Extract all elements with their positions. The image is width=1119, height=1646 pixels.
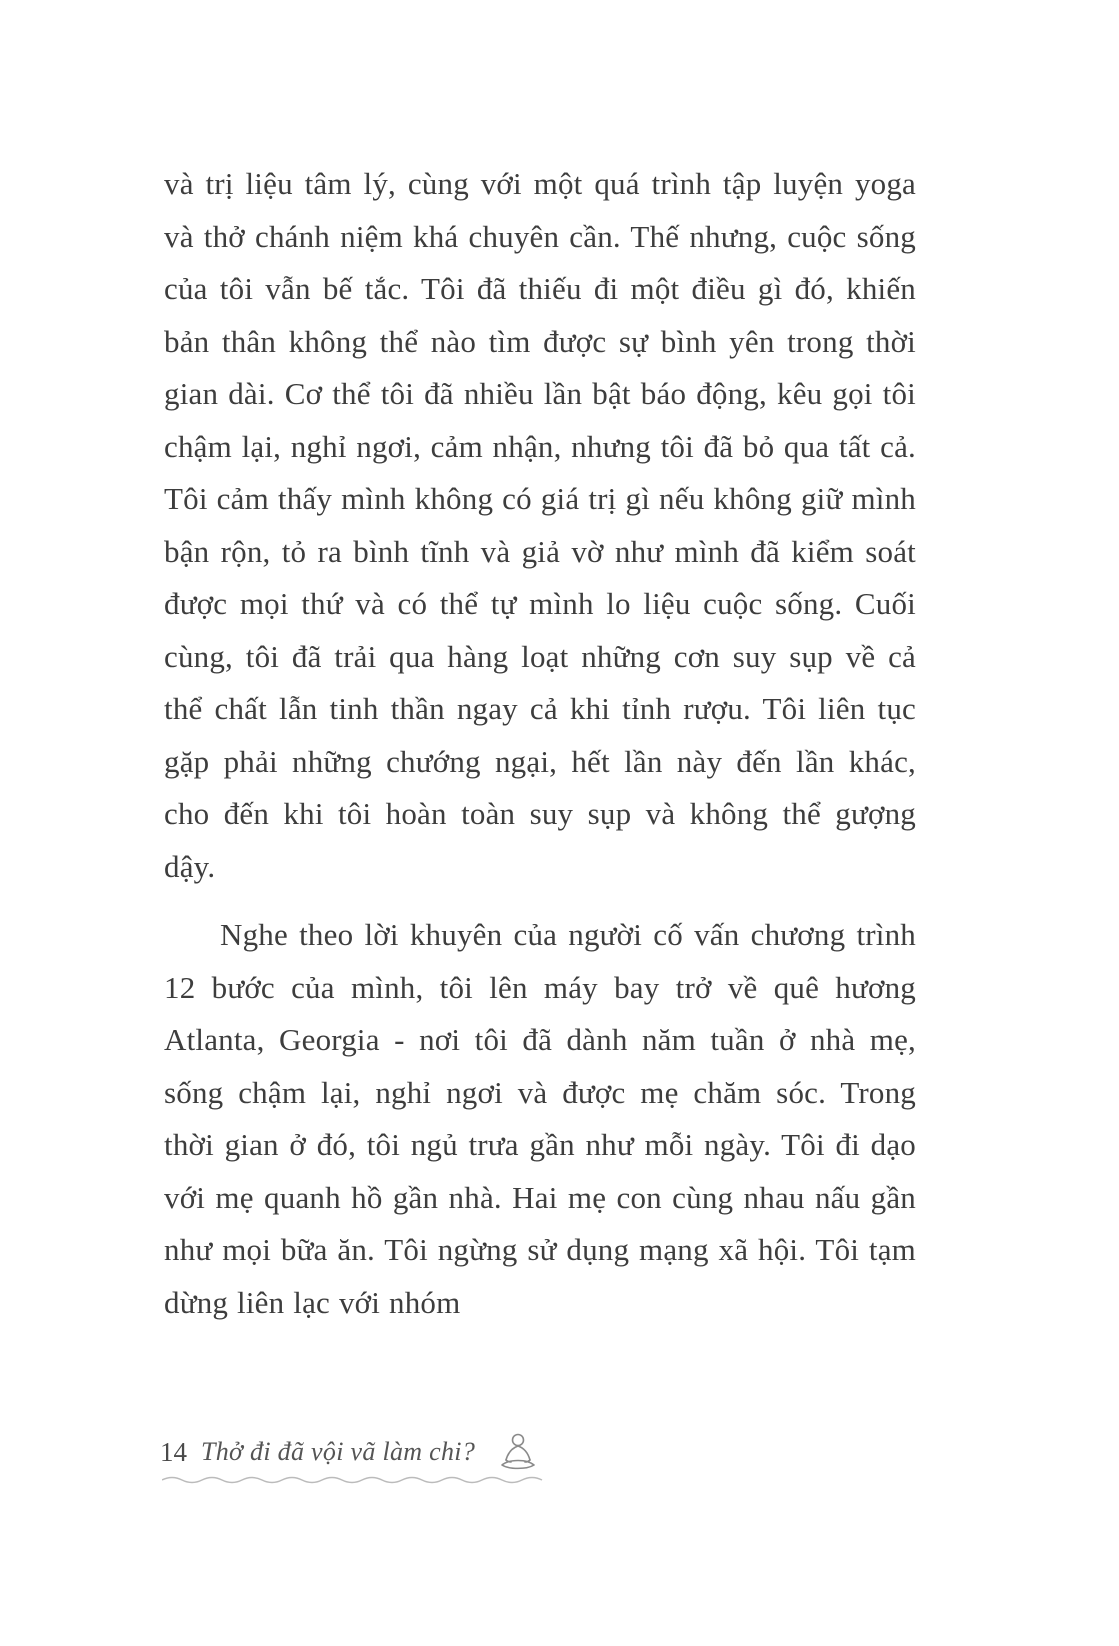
meditation-icon [495, 1432, 541, 1472]
paragraph-continuation: và trị liệu tâm lý, cùng với một quá trình tập luyện yoga và thở chánh niệm khá chuyên cần. Thế nhưng, cuộc sống của tôi vẫn bế tắc. Tôi đã thiếu đi một điều gì đó, khiến bản thân không thể nào tìm được sự bình yên trong thời gian dài. Cơ thể tôi đã nhiều lần bật báo động, kêu gọi tôi chậm lại, nghỉ ngơi, cảm nhận, nhưng tôi đã bỏ qua tất cả. Tôi cảm thấy mình không có giá trị gì nếu không giữ mình bận rộn, tỏ ra bình tĩnh và giả vờ như mình đã kiểm soát được mọi thứ và có thể tự mình lo liệu cuộc sống. Cuối cùng, tôi đã trải qua hàng loạt những cơn suy sụp về cả thể chất lẫn tinh thần ngay cả khi tỉnh rượu. Tôi liên tục gặp phải những chướng ngại, hết lần này đến lần khác, cho đến khi tôi hoàn toàn suy sụp và không thể gượng dậy. [164, 166, 916, 884]
body-text-block [164, 158, 916, 1345]
footer-row [160, 1432, 580, 1472]
page-footer [160, 1432, 580, 1486]
footer-wave-divider [162, 1474, 544, 1486]
running-book-title: Thở đi đã vội vã làm chi? [201, 1437, 476, 1466]
paragraph-second: Nghe theo lời khuyên của người cố vấn chương trình 12 bước của mình, tôi lên máy bay trở về quê hương Atlanta, Georgia - nơi tôi đã dành năm tuần ở nhà mẹ, sống chậm lại, nghỉ ngơi và được mẹ chăm sóc. Trong thời gian ở đó, tôi ngủ trưa gần như mỗi ngày. Tôi đi dạo với mẹ quanh hồ gần nhà. Hai mẹ con cùng nhau nấu gần như mọi bữa ăn. Tôi ngừng sử dụng mạng xã hội. Tôi tạm dừng liên lạc với nhóm [164, 917, 916, 1320]
page-number: 14 [160, 1436, 187, 1467]
